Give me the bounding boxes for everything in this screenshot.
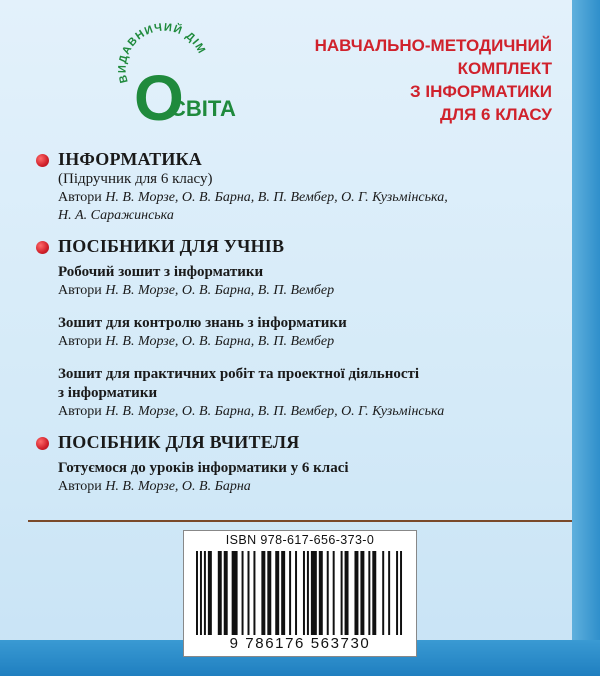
barcode-bar xyxy=(232,551,238,635)
item-title: Робочий зошит з інформатики xyxy=(58,264,264,280)
header-line: КОМПЛЕКТ xyxy=(457,59,552,78)
barcode-bar xyxy=(295,551,297,635)
section-student-guides xyxy=(36,235,566,421)
authors-label: Автори xyxy=(58,334,102,349)
list-item xyxy=(58,365,566,421)
barcode-bar xyxy=(248,551,250,635)
section-title: ПОСІБНИК ДЛЯ ВЧИТЕЛЯ xyxy=(58,432,300,452)
authors-names: Н. В. Морзе, О. В. Барна, В. П. Вембер, О. Г. Кузьмінська, xyxy=(105,190,448,205)
barcode-bar xyxy=(360,551,364,635)
logo-arc-text: ВИДАВНИЧИЙ ДІМ xyxy=(116,22,208,85)
barcode-bar xyxy=(368,551,370,635)
barcode-bar xyxy=(275,551,279,635)
barcode-bar xyxy=(333,551,335,635)
authors-names: Н. А. Саражинська xyxy=(58,208,174,223)
barcode-bar xyxy=(327,551,329,635)
barcode-graphic xyxy=(194,551,406,635)
authors-names: Н. В. Морзе, О. В. Барна, В. П. Вембер xyxy=(105,283,335,298)
barcode-bar xyxy=(200,551,202,635)
barcode-bar xyxy=(345,551,349,635)
barcode-bar xyxy=(341,551,343,635)
authors-line xyxy=(58,282,566,300)
authors-names: Н. В. Морзе, О. В. Барна, В. П. Вембер, О. Г. Кузьмінська xyxy=(105,404,445,419)
barcode-bar xyxy=(204,551,206,635)
blue-edge xyxy=(572,0,600,676)
barcode-bar xyxy=(400,551,402,635)
authors-label: Автори xyxy=(58,479,102,494)
section-textbook xyxy=(36,148,566,225)
series-header xyxy=(252,34,552,126)
header-line: НАВЧАЛЬНО-МЕТОДИЧНИЙ xyxy=(314,36,552,55)
barcode-bar xyxy=(319,551,323,635)
barcode-bar xyxy=(382,551,384,635)
isbn-text: ISBN 978-617-656-373-0 xyxy=(225,533,375,547)
section-title: ПОСІБНИКИ ДЛЯ УЧНІВ xyxy=(58,236,285,256)
barcode-bar xyxy=(261,551,265,635)
authors-label: Автори xyxy=(58,404,102,419)
barcode-bar xyxy=(311,551,317,635)
authors-label: Автори xyxy=(58,283,102,298)
barcode-bar xyxy=(307,551,309,635)
divider xyxy=(28,520,572,522)
publisher-logo xyxy=(108,22,258,132)
authors-names: Н. В. Морзе, О. В. Барна, В. П. Вембер xyxy=(105,334,335,349)
logo-big-letter: О xyxy=(134,62,184,132)
barcode-bar xyxy=(289,551,291,635)
section-teacher-guide xyxy=(36,431,566,496)
book-list xyxy=(36,148,566,506)
barcode-bar xyxy=(388,551,390,635)
barcode-bar xyxy=(396,551,398,635)
list-item xyxy=(58,263,566,300)
section-subtitle: (Підручник для 6 класу) xyxy=(58,171,213,187)
authors-line xyxy=(58,189,566,207)
bullet-icon xyxy=(36,154,49,167)
item-title: Готуємося до уроків інформатики у 6 класі xyxy=(58,460,349,476)
authors-line xyxy=(58,403,566,421)
barcode-bar xyxy=(267,551,271,635)
barcode-digits: 9 786176 563730 xyxy=(229,635,371,652)
authors-line-2 xyxy=(58,207,566,225)
barcode-bar xyxy=(281,551,285,635)
bullet-icon xyxy=(36,241,49,254)
barcode-bar xyxy=(218,551,222,635)
barcode-bar xyxy=(224,551,228,635)
section-title: ІНФОРМАТИКА xyxy=(58,149,203,169)
list-item xyxy=(58,459,566,496)
list-item xyxy=(58,314,566,351)
authors-line xyxy=(58,478,566,496)
barcode-bars xyxy=(194,551,406,635)
authors-label: Автори xyxy=(58,190,102,205)
authors-names: Н. В. Морзе, О. В. Барна xyxy=(105,479,251,494)
authors-line xyxy=(58,333,566,351)
item-title-cont: з інформатики xyxy=(58,385,158,401)
barcode-bar xyxy=(303,551,305,635)
barcode-bar xyxy=(208,551,212,635)
header-line: ДЛЯ 6 КЛАСУ xyxy=(440,105,552,124)
logo-graphic xyxy=(108,22,258,132)
item-title: Зошит для контролю знань з інформатики xyxy=(58,315,347,331)
barcode-bar xyxy=(253,551,255,635)
barcode-bar xyxy=(354,551,358,635)
item-title: Зошит для практичних робіт та проектної діяльності xyxy=(58,366,420,382)
header-line: З ІНФОРМАТИКИ xyxy=(409,82,552,101)
barcode-bar xyxy=(242,551,244,635)
barcode-bar xyxy=(372,551,376,635)
bullet-icon xyxy=(36,437,49,450)
barcode-bar xyxy=(196,551,198,635)
logo-word: СВІТА xyxy=(170,96,236,121)
isbn-barcode xyxy=(183,530,417,657)
